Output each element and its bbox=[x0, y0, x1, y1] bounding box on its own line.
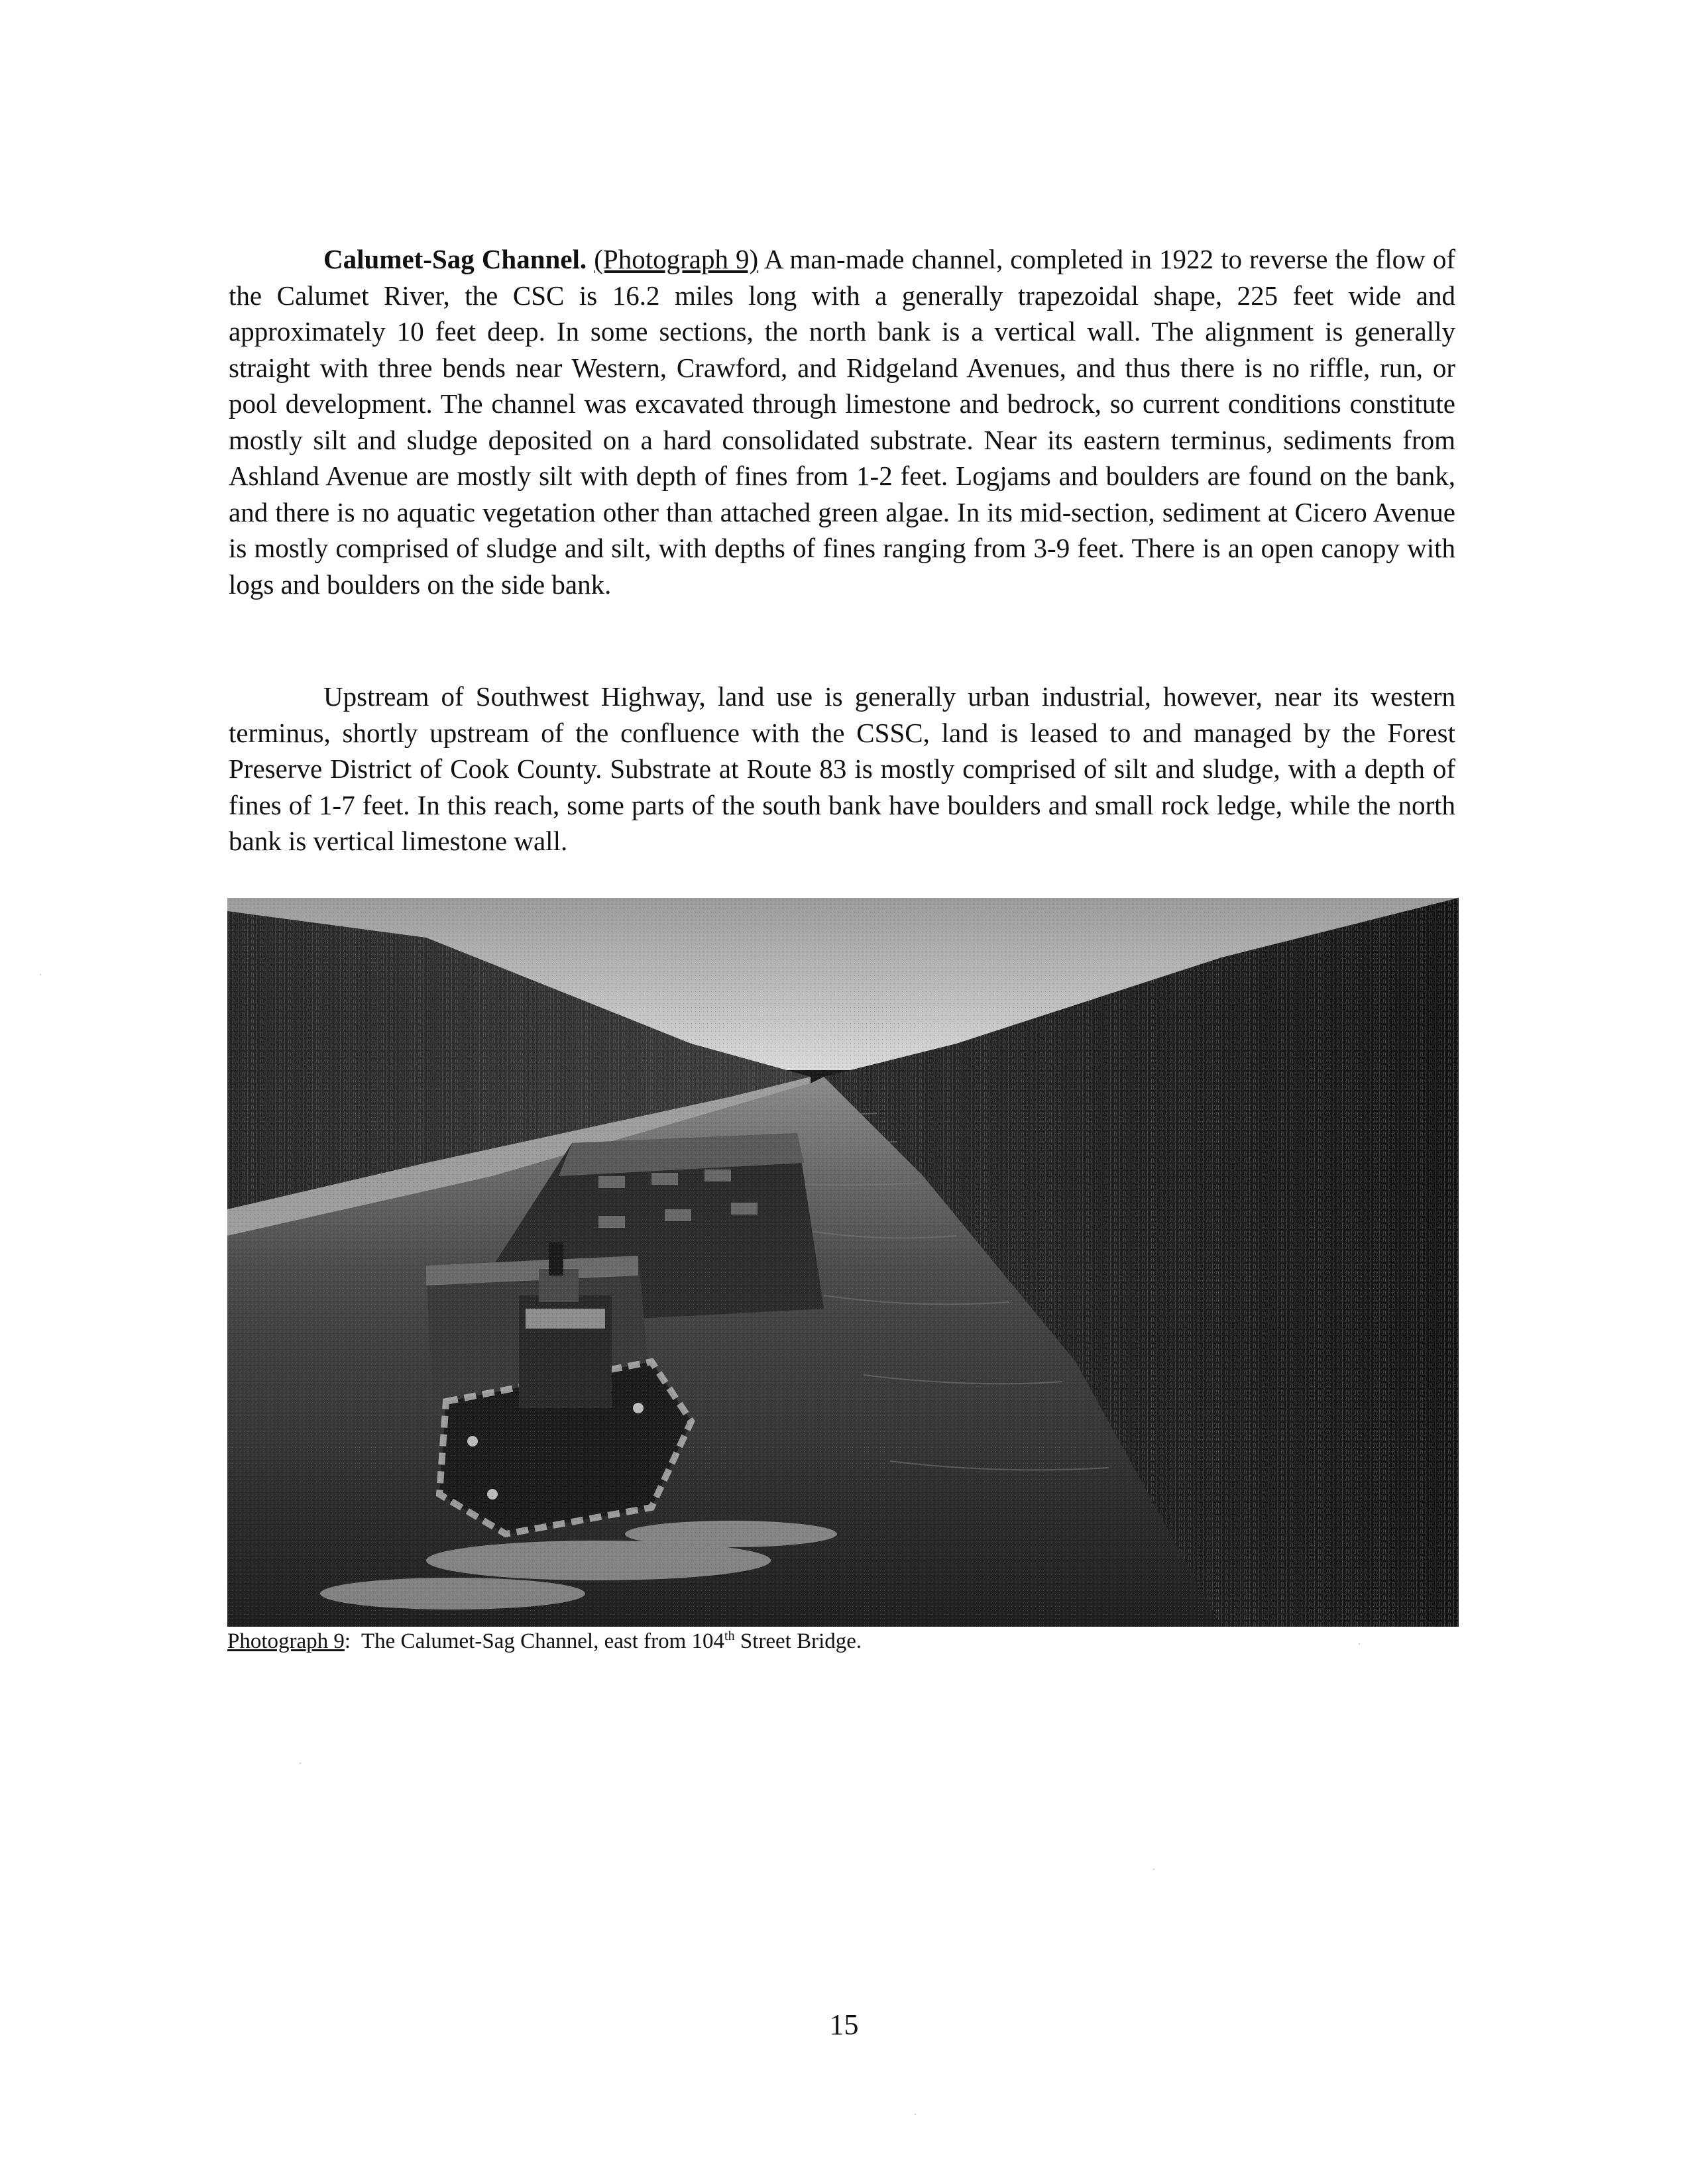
caption-text: The Calumet-Sag Channel, east from 104 bbox=[361, 1629, 725, 1653]
photograph-reference-link[interactable]: (Photograph 9) bbox=[594, 244, 759, 274]
tugboat-barge-image bbox=[227, 898, 1459, 1627]
paragraph-land-use bbox=[229, 679, 1455, 859]
paragraph-1-body: A man-made channel, completed in 1922 to reverse the flow of the Calumet River, the CSC is 16.2 miles long with a generally trapezoidal shape, 225 feet wide and approximately 10 feet deep. In some sections, the north bank is a vertical wall. The alignment is generally straight with three bends near Western, Crawford, and Ridgeland Avenues, and thus there is no riffle, run, or pool development. The channel was excavated through limestone and bedrock, so current conditions constitute mostly silt and sludge deposited on a hard consolidated substrate. Near its eastern terminus, sediments from Ashland Avenue are mostly silt with depth of fines from 1-2 feet. Logjams and boulders are found on the bank, and there is no aquatic vegetation other than attached green algae. In its mid-section, sediment at Cicero Avenue is mostly comprised of sludge and silt, with depths of fines ranging from 3-9 feet. There is an open canopy with logs and boulders on the side bank. bbox=[229, 244, 1455, 600]
scan-speck bbox=[915, 2114, 916, 2115]
caption-separator: : bbox=[344, 1629, 361, 1653]
page-number: 15 bbox=[829, 2008, 859, 2041]
section-heading: Calumet-Sag Channel. bbox=[323, 244, 587, 274]
photo-caption bbox=[227, 1627, 1460, 1656]
caption-superscript: th bbox=[724, 1629, 735, 1643]
channel-photograph bbox=[227, 898, 1459, 1627]
scan-speck bbox=[40, 974, 41, 975]
paragraph-2-body: Upstream of Southwest Highway, land use is generally urban industrial, however, near its western terminus, shortly upstream of the confluence with the CSSC, land is leased to and managed by the Forest Preserve District of Cook County. Substrate at Route 83 is mostly comprised of silt and sludge, with a depth of fines of 1-7 feet. In this reach, some parts of the south bank have boulders and small rock ledge, while the north bank is vertical limestone wall. bbox=[229, 681, 1455, 856]
scan-speck bbox=[300, 1763, 301, 1764]
paragraph-calumet-sag-channel bbox=[229, 241, 1455, 602]
caption-text-end: Street Bridge. bbox=[734, 1629, 862, 1653]
scan-speck bbox=[1359, 1643, 1360, 1645]
caption-photograph-label: Photograph 9 bbox=[227, 1629, 345, 1653]
scan-speck bbox=[1153, 1869, 1154, 1870]
